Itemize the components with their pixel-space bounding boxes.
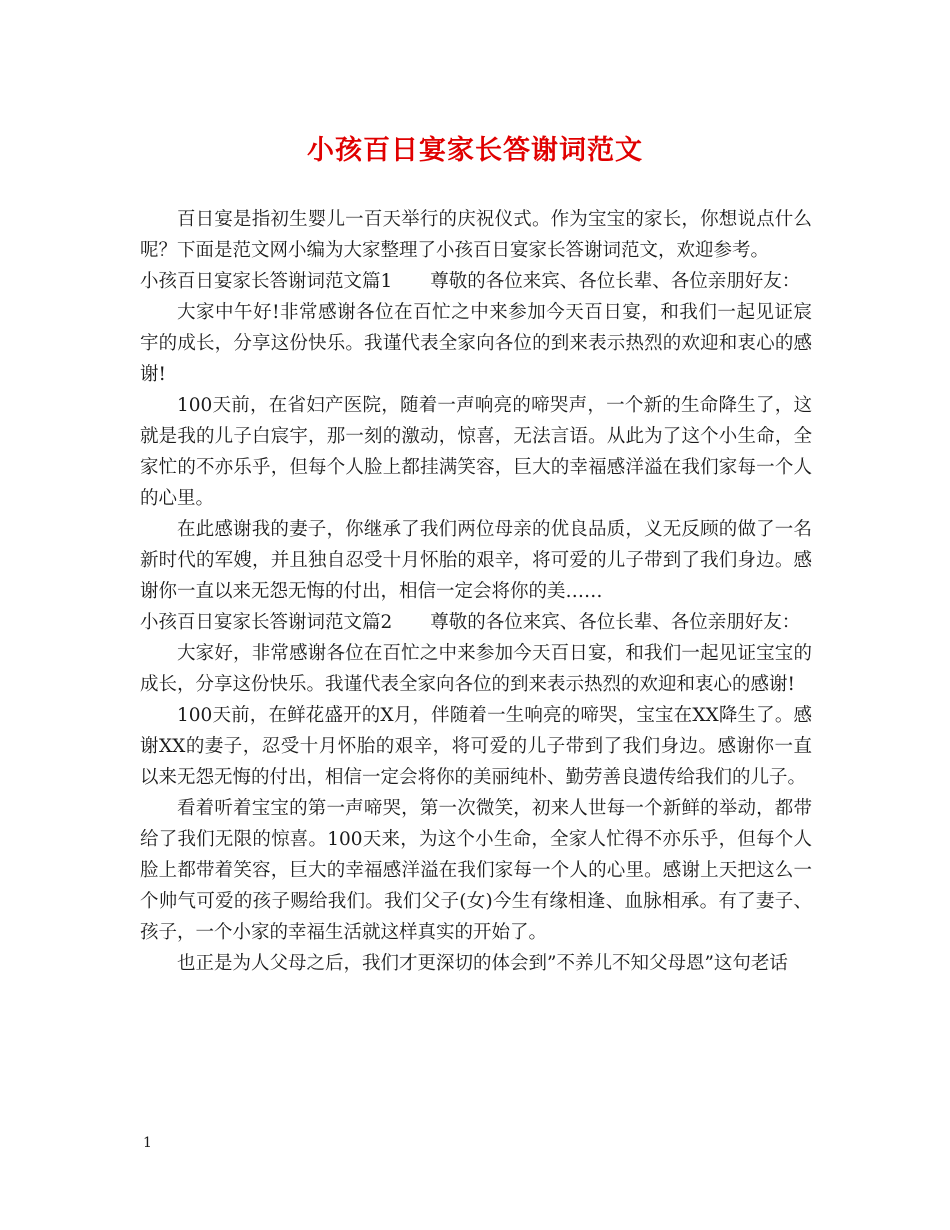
section2-paragraph-1: 大家好，非常感谢各位在百忙之中来参加今天百日宴，和我们一起见证宝宝的成长，分享这份快乐。我谨代表全家向各位的到来表示热烈的欢迎和衷心的感谢! [140, 643, 812, 695]
document-title: 小孩百日宴家长答谢词范文 [307, 135, 643, 166]
document-body [140, 204, 812, 979]
section-heading-1-title: 小孩百日宴家长答谢词范文篇1 [140, 271, 393, 292]
section-heading-1 [140, 266, 812, 297]
section1-paragraph-3: 在此感谢我的妻子，你继承了我们两位母亲的优良品质，义无反顾的做了一名新时代的军嫂，并且独自忍受十月怀胎的艰辛，将可爱的儿子带到了我们身边。感谢你一直以来无怨无悔的付出，相信一定会将你的美…… [140, 519, 812, 602]
page-number: 1 [143, 1135, 152, 1151]
section-heading-1-greeting: 尊敬的各位来宾、各位长辈、各位亲朋好友： [430, 271, 801, 292]
section1-paragraph-2: 100天前，在省妇产医院，随着一声响亮的啼哭声，一个新的生命降生了，这就是我的儿子白宸宇，那一刻的激动，惊喜，无法言语。从此为了这个小生命，全家忙的不亦乐乎，但每个人脸上都挂满笑容，巨大的幸福感洋溢在我们家每一个人的心里。 [140, 395, 812, 509]
section2-paragraph-2: 100天前，在鲜花盛开的X月，伴随着一生响亮的啼哭，宝宝在XX降生了。感谢XX的妻子，忍受十月怀胎的艰辛，将可爱的儿子带到了我们身边。感谢你一直以来无怨无悔的付出，相信一定会将你的美丽纯朴、勤劳善良遗传给我们的儿子。 [140, 705, 812, 788]
section-heading-2-greeting: 尊敬的各位来宾、各位长辈、各位亲朋好友： [430, 612, 801, 633]
section1-paragraph-1: 大家中午好!非常感谢各位在百忙之中来参加今天百日宴，和我们一起见证宸宇的成长，分享这份快乐。我谨代表全家向各位的到来表示热烈的欢迎和衷心的感谢! [140, 302, 812, 385]
section2-paragraph-3: 看着听着宝宝的第一声啼哭，第一次微笑，初来人世每一个新鲜的举动，都带给了我们无限的惊喜。100天来，为这个小生命，全家人忙得不亦乐乎，但每个人脸上都带着笑容，巨大的幸福感洋溢在我们家每一个人的心里。感谢上天把这么一个帅气可爱的孩子赐给我们。我们父子(女)今生有缘相逢、血脉相承。有了妻子、孩子，一个小家的幸福生活就这样真实的开始了。 [140, 798, 812, 943]
intro-paragraph: 百日宴是指初生婴儿一百天举行的庆祝仪式。作为宝宝的家长，你想说点什么呢？下面是范文网小编为大家整理了小孩百日宴家长答谢词范文，欢迎参考。 [140, 209, 812, 261]
section-heading-2 [140, 607, 812, 638]
section2-paragraph-4: 也正是为人父母之后，我们才更深切的体会到”不养儿不知父母恩”这句老话 [177, 953, 788, 974]
section-heading-2-title: 小孩百日宴家长答谢词范文篇2 [140, 612, 393, 633]
